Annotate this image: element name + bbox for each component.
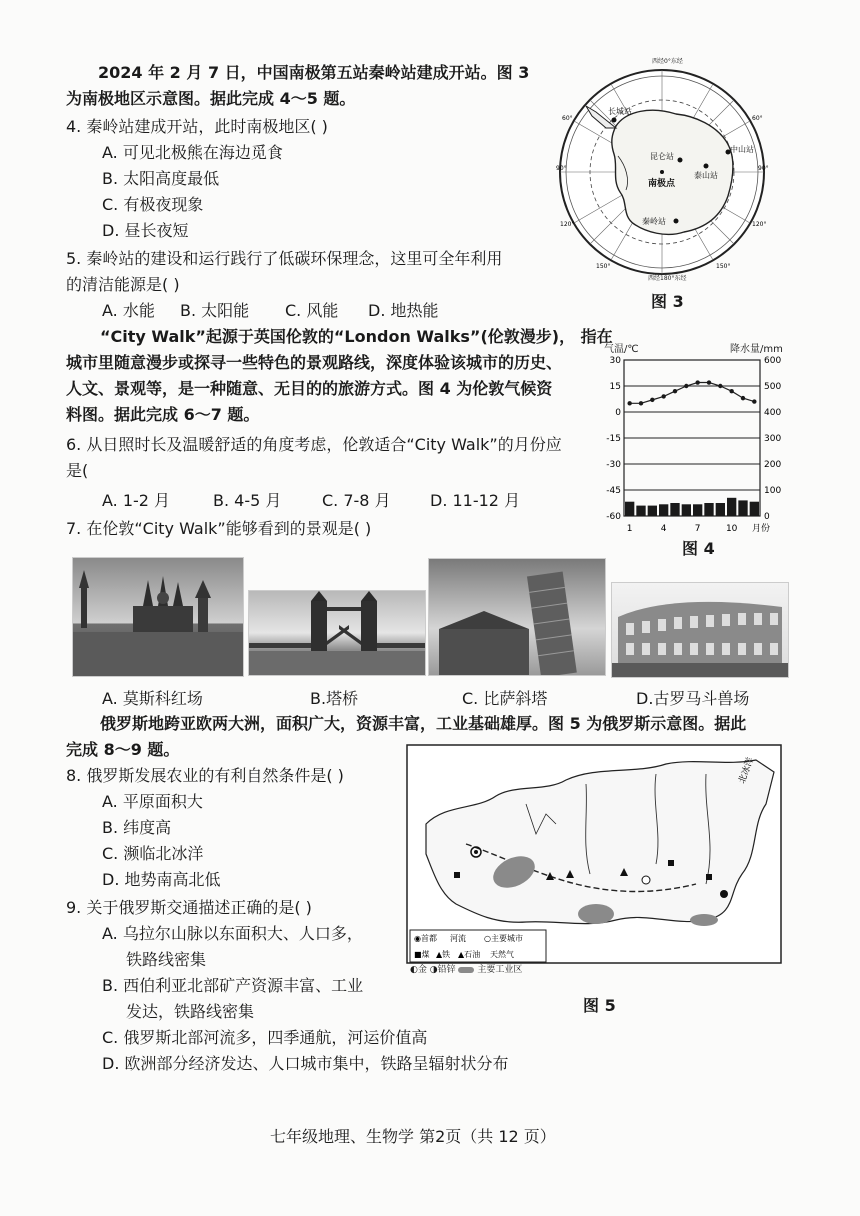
intro-line-2: 为南极地区示意图。据此完成 4～5 题。 <box>66 89 356 108</box>
fig4-caption: 图 4 <box>682 539 715 558</box>
q7-option-c[interactable]: C. 比萨斜塔 <box>462 689 548 708</box>
temp-point <box>627 401 631 405</box>
legend-coal: ■煤 <box>414 950 430 959</box>
q4-stem: 4. 秦岭站建成开站，此时南极地区( ) <box>66 117 328 136</box>
q9-option-b-cont: 发达，铁路线密集 <box>126 1002 255 1021</box>
precip-bar <box>727 498 736 516</box>
fig3-lon-label: 150° <box>596 263 611 270</box>
fig4-precip-axis-title: 降水量/mm <box>730 344 783 355</box>
q6-option-c[interactable]: C. 7-8 月 <box>322 491 391 510</box>
q5-option-c[interactable]: C. 风能 <box>285 301 339 320</box>
map-legend-row-3 <box>410 962 522 975</box>
q6-stem-2: 是( <box>66 461 89 480</box>
legend-capital: ◉首都 <box>414 934 437 943</box>
pisa-tower-photo[interactable] <box>428 558 606 676</box>
fig4-temp-axis-title: 气温/℃ <box>604 344 639 355</box>
fig3-lon-label: 90° <box>556 165 567 172</box>
station-marker <box>678 158 683 163</box>
q8-option-c[interactable]: C. 濒临北冰洋 <box>102 844 204 863</box>
temp-point <box>673 389 677 393</box>
precip-bar <box>659 504 668 516</box>
legend-oil: ▲石油 <box>458 950 481 959</box>
q7-option-d[interactable]: D.古罗马斗兽场 <box>636 689 750 708</box>
precip-bar <box>636 506 645 516</box>
intro2-line-4: 料图。据此完成 6～7 题。 <box>66 405 260 424</box>
fig3-bottom-label: 西经180°东经 <box>648 275 687 282</box>
precip-bar <box>693 504 702 516</box>
antarctica-map <box>556 56 772 284</box>
precip-tick-label: 300 <box>764 434 782 444</box>
russia-map <box>406 744 782 964</box>
temp-point <box>661 394 665 398</box>
temp-point <box>729 389 733 393</box>
q6-option-b[interactable]: B. 4-5 月 <box>213 491 282 510</box>
q4-option-d[interactable]: D. 昼长夜短 <box>102 221 189 240</box>
temp-tick-label: -60 <box>606 512 621 522</box>
colosseum-photo[interactable] <box>611 582 789 678</box>
legend-gold: ◐金 <box>410 965 427 975</box>
precip-tick-label: 500 <box>764 382 782 392</box>
station-kunlun: 昆仑站 <box>650 152 674 161</box>
red-square-photo[interactable] <box>72 557 244 677</box>
q5-option-a[interactable]: A. 水能 <box>102 301 155 320</box>
station-zhongshan: 中山站 <box>730 145 754 154</box>
precip-tick-label: 100 <box>764 486 782 496</box>
temp-point <box>684 384 688 388</box>
station-marker <box>674 219 679 224</box>
q9-option-c[interactable]: C. 俄罗斯北部河流多，四季通航，河运价值高 <box>102 1028 428 1047</box>
precip-bar <box>716 503 725 516</box>
temp-tick-label: 15 <box>609 382 621 392</box>
intro-line-1: 2024 年 2 月 7 日，中国南极第五站秦岭站建成开站。图 3 <box>98 63 530 82</box>
page-footer: 七年级地理、生物学 第2页（共 12 页） <box>270 1127 556 1146</box>
q5-stem-2: 的清洁能源是( ) <box>66 275 180 294</box>
legend-industrial: 主要工业区 <box>477 965 523 975</box>
station-qinling: 秦岭站 <box>642 217 666 226</box>
temp-tick-label: -15 <box>606 434 621 444</box>
temp-point <box>695 380 699 384</box>
arctic-ocean-label: 北冰洋 <box>737 756 757 786</box>
station-changcheng: 长城站 <box>608 107 632 116</box>
month-tick-label: 10 <box>725 524 738 534</box>
temp-point <box>650 398 654 402</box>
fig3-lon-label: 150° <box>716 263 731 270</box>
temp-tick-label: 0 <box>615 408 621 418</box>
legend-river: 河流 <box>450 934 466 943</box>
precip-bar <box>750 502 759 516</box>
legend-iron: ▲铁 <box>436 950 451 959</box>
fig3-lon-label: 60° <box>562 115 573 122</box>
climate-chart <box>604 355 790 535</box>
station-marker <box>612 118 617 123</box>
fig3-caption: 图 3 <box>651 292 684 311</box>
q4-option-c[interactable]: C. 有极夜现象 <box>102 195 204 214</box>
month-tick-label: 7 <box>694 524 701 534</box>
fig4-month-label: 月份 <box>752 524 771 534</box>
intro2-line-3: 人文、景观等，是一种随意、无目的的旅游方式。图 4 为伦敦气候资 <box>66 379 553 398</box>
intro3-line-2: 完成 8～9 题。 <box>66 740 180 759</box>
q9-option-a-cont: 铁路线密集 <box>126 950 207 969</box>
q5-option-b[interactable]: B. 太阳能 <box>180 301 250 320</box>
precip-bar <box>738 500 747 516</box>
fig3-top-label: 西经0°东经 <box>652 58 683 65</box>
q9-stem: 9. 关于俄罗斯交通描述正确的是( ) <box>66 898 312 917</box>
temp-point <box>752 399 756 403</box>
q8-option-d[interactable]: D. 地势南高北低 <box>102 870 221 889</box>
q9-option-b[interactable]: B. 西伯利亚北部矿产资源丰富、工业 <box>102 976 364 995</box>
temp-tick-label: 30 <box>609 356 621 366</box>
q8-option-a[interactable]: A. 平原面积大 <box>102 792 203 811</box>
q8-stem: 8. 俄罗斯发展农业的有利自然条件是( ) <box>66 766 344 785</box>
q7-option-b[interactable]: B.塔桥 <box>310 689 359 708</box>
fig3-lon-label: 90° <box>758 165 769 172</box>
precip-bar <box>704 503 713 516</box>
precip-bar <box>648 506 657 516</box>
precip-bar <box>670 503 679 516</box>
temp-point <box>639 401 643 405</box>
industrial-zone-swatch <box>458 967 474 973</box>
legend-gas: 天然气 <box>490 950 514 959</box>
legend-leadzinc: ◑铅锌 <box>429 965 456 975</box>
q5-stem-1: 5. 秦岭站的建设和运行践行了低碳环保理念，这里可全年利用 <box>66 249 503 268</box>
legend-city: ○主要城市 <box>484 934 523 943</box>
q6-option-a[interactable]: A. 1-2 月 <box>102 491 171 510</box>
south-pole-label: 南极点 <box>648 179 676 189</box>
precip-tick-label: 400 <box>764 408 782 418</box>
q9-option-a[interactable]: A. 乌拉尔山脉以东面积大、人口多， <box>102 924 363 943</box>
q7-option-a[interactable]: A. 莫斯科红场 <box>102 689 203 708</box>
station-taishan: 泰山站 <box>694 171 718 180</box>
temp-tick-label: -45 <box>606 486 621 496</box>
south-pole-marker <box>660 170 664 174</box>
q4-option-a[interactable]: A. 可见北极熊在海边觅食 <box>102 143 283 162</box>
q5-option-d[interactable]: D. 地热能 <box>368 301 439 320</box>
precip-tick-label: 0 <box>764 512 770 522</box>
precip-bar <box>682 504 691 516</box>
temp-point <box>741 396 745 400</box>
q4-option-b[interactable]: B. 太阳高度最低 <box>102 169 220 188</box>
q7-stem: 7. 在伦敦“City Walk”能够看到的景观是( ) <box>66 519 372 538</box>
month-tick-label: 1 <box>626 524 633 534</box>
fig5-caption: 图 5 <box>583 996 616 1015</box>
precip-bar <box>625 502 634 516</box>
month-tick-label: 4 <box>660 524 667 534</box>
fig3-lon-label: 120° <box>560 221 575 228</box>
tower-bridge-photo[interactable] <box>248 590 426 676</box>
q9-option-d[interactable]: D. 欧洲部分经济发达、人口城市集中，铁路呈辐射状分布 <box>102 1054 509 1073</box>
precip-tick-label: 600 <box>764 356 782 366</box>
q8-option-b[interactable]: B. 纬度高 <box>102 818 172 837</box>
fig3-lon-label: 120° <box>752 221 767 228</box>
q6-option-d[interactable]: D. 11-12 月 <box>430 491 521 510</box>
intro2-line-2: 城市里随意漫步或探寻一些特色的景观路线，深度体验该城市的历史、 <box>66 353 563 372</box>
temp-point <box>718 384 722 388</box>
temp-tick-label: -30 <box>606 460 621 470</box>
station-marker <box>704 164 709 169</box>
fig3-lon-label: 60° <box>752 115 763 122</box>
precip-tick-label: 200 <box>764 460 782 470</box>
intro3-line-1: 俄罗斯地跨亚欧两大洲，面积广大，资源丰富，工业基础雄厚。图 5 为俄罗斯示意图。据此 <box>100 714 747 733</box>
temp-point <box>707 380 711 384</box>
intro2-line-1: “City Walk”起源于英国伦敦的“London Walks”(伦敦漫步)， 指在 <box>100 327 613 346</box>
q6-stem-1: 6. 从日照时长及温暖舒适的角度考虑，伦敦适合“City Walk”的月份应 <box>66 435 562 454</box>
